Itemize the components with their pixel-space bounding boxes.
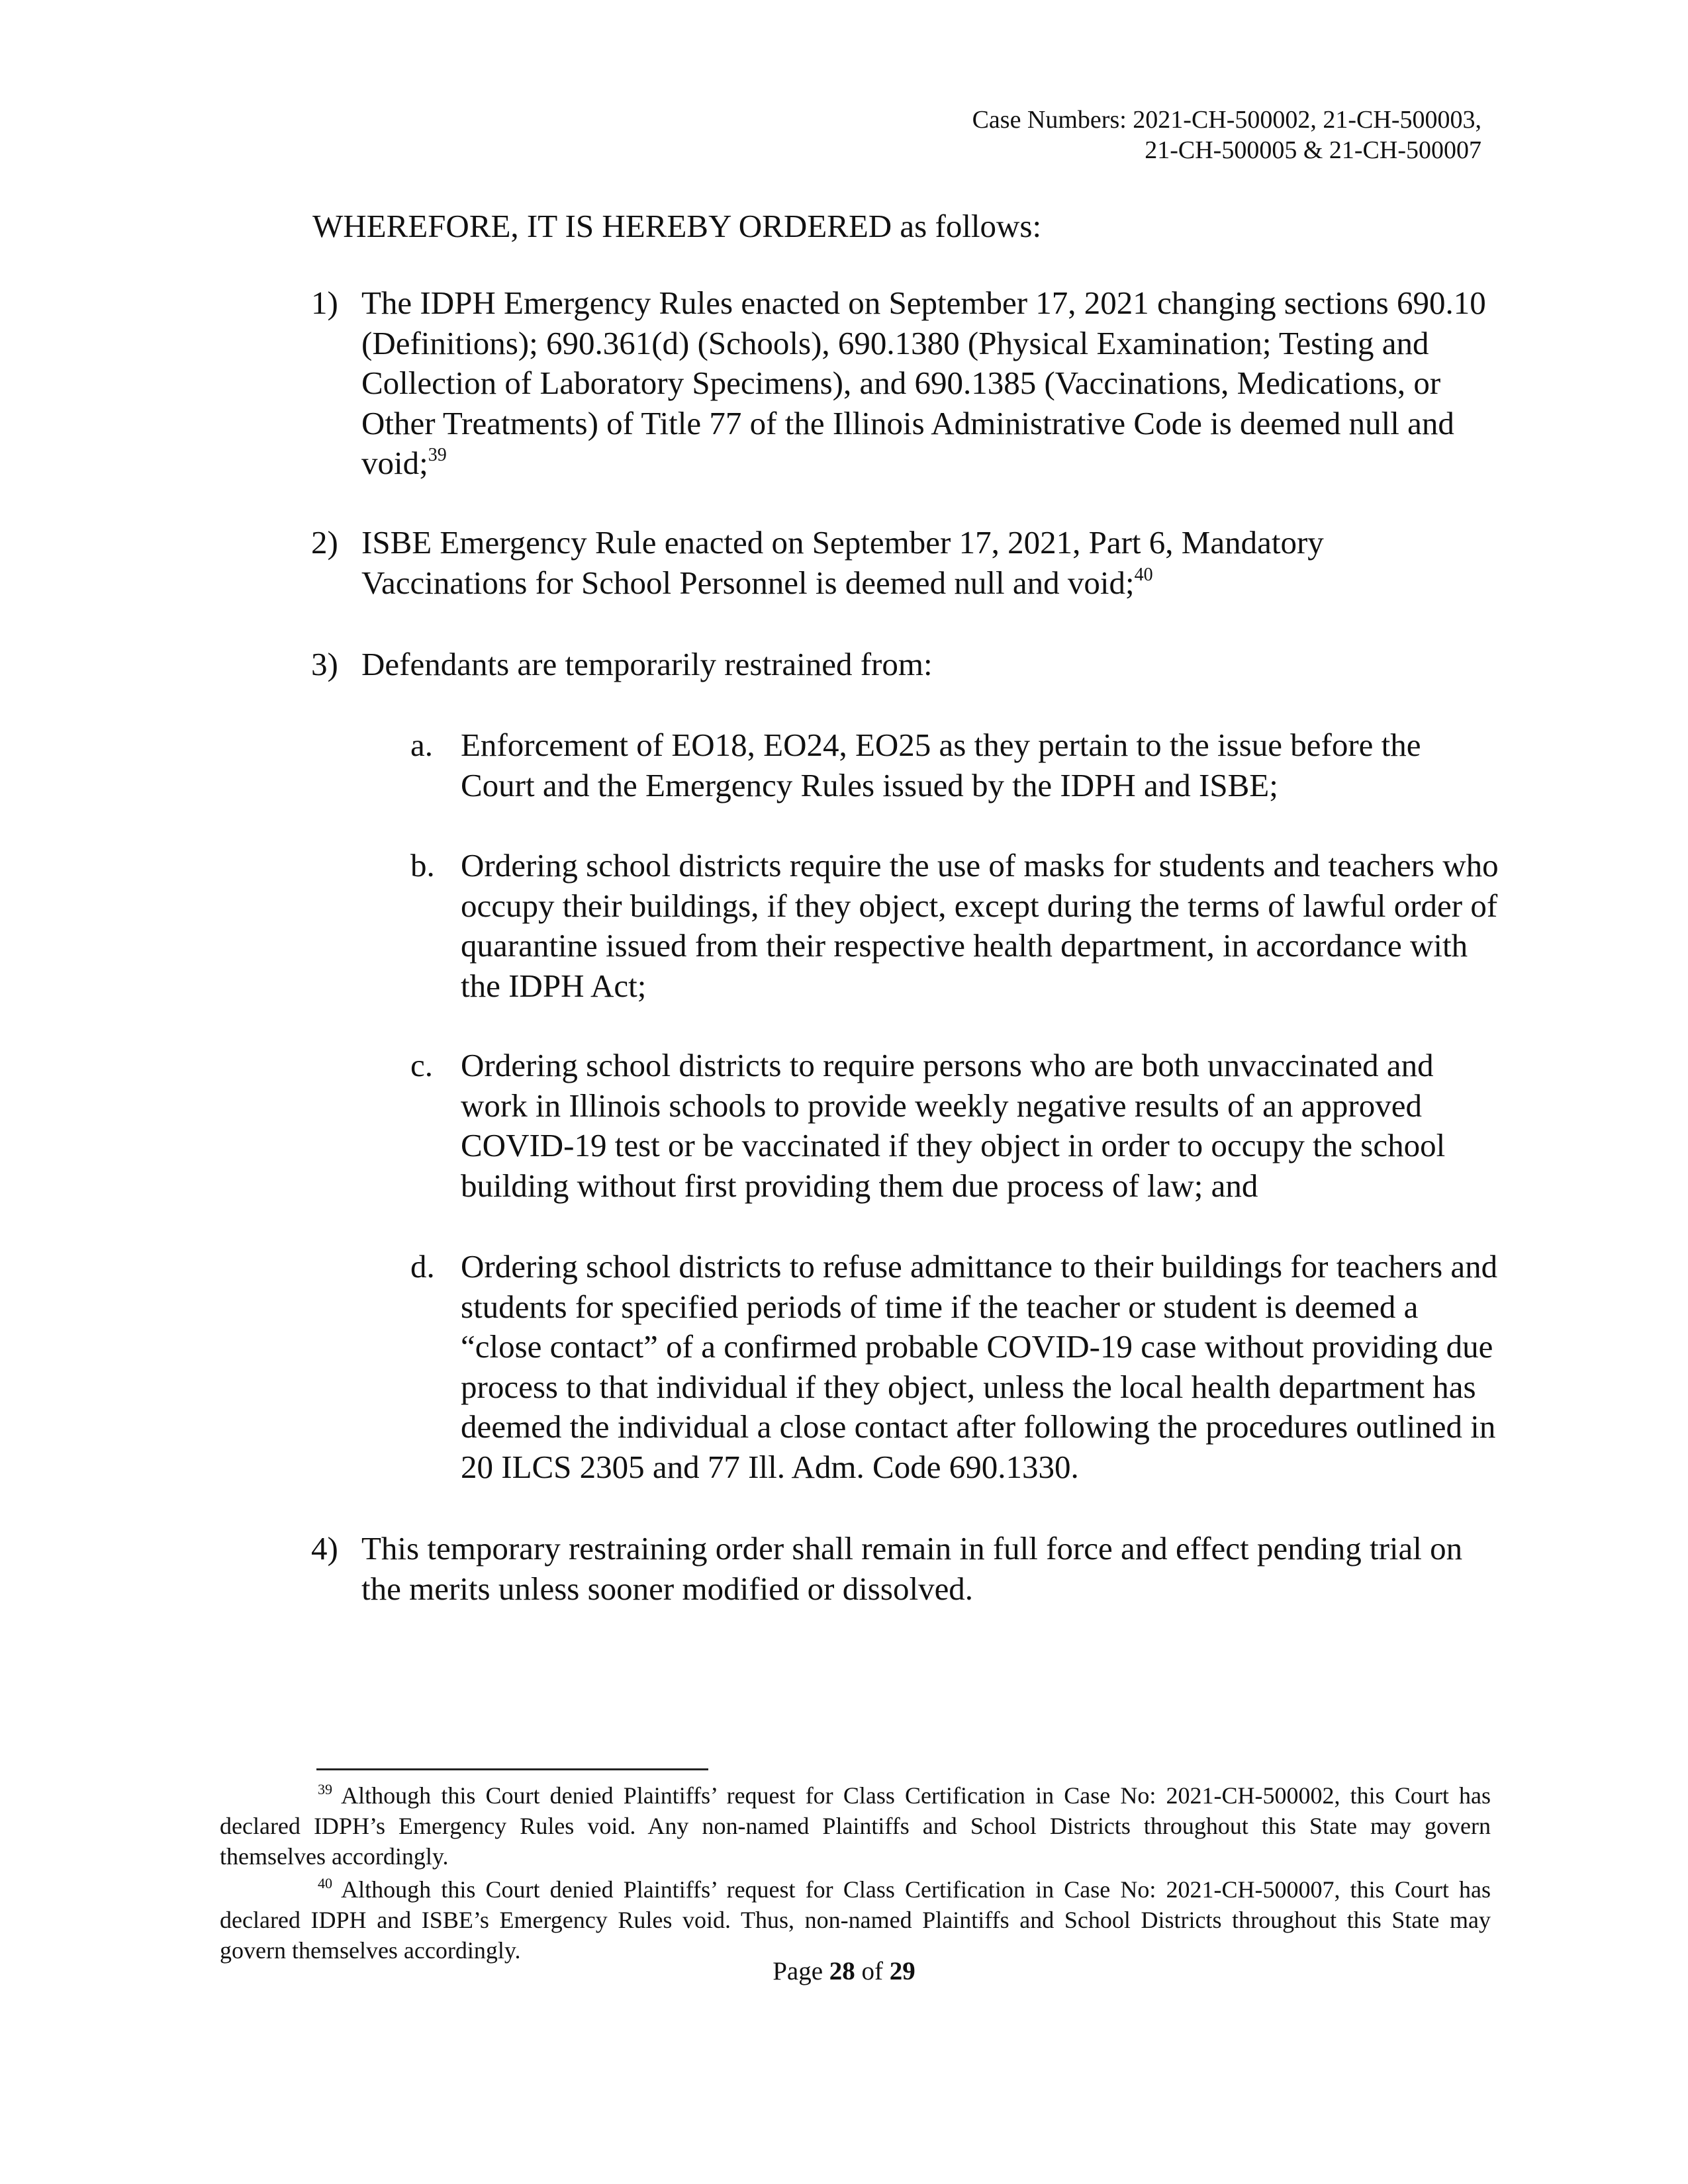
sub-item-letter: d.	[410, 1248, 435, 1285]
footnote-number: 39	[318, 1781, 332, 1797]
footnote-text: Although this Court denied Plaintiffs’ request for Class Certification in Case No: 2021-CH-500007, this Court has declared IDPH and ISBE’s Emergency Rules void. Thus, non-named Plaintiffs and School Districts throughout this State may govern themselves accordingly.	[220, 1876, 1491, 1964]
footnote-40	[220, 1874, 1491, 1966]
footnote-number: 40	[318, 1875, 332, 1891]
order-item-2	[311, 523, 1496, 603]
sub-item-letter: b.	[410, 847, 435, 884]
sub-item-c	[410, 1046, 1499, 1206]
footnote-ref-39[interactable]: 39	[428, 445, 447, 465]
page-current: 28	[829, 1957, 855, 1985]
sub-item-text: Ordering school districts require the use of masks for students and teachers who occupy their buildings, if they object, except during the terms of lawful order of quarantine issued from their respective health department, in accordance with the IDPH Act;	[461, 847, 1499, 1004]
order-item-1	[311, 283, 1496, 484]
case-numbers-line-1: Case Numbers: 2021-CH-500002, 21-CH-500003,	[972, 106, 1481, 134]
order-intro: WHEREFORE, IT IS HEREBY ORDERED as follows:	[312, 208, 1042, 244]
order-item-number: 2)	[311, 524, 338, 561]
order-item-number: 1)	[311, 285, 338, 321]
footnote-39	[220, 1780, 1491, 1872]
order-item-3	[311, 645, 1496, 685]
order-item-number: 4)	[311, 1530, 338, 1567]
sub-item-d	[410, 1247, 1499, 1487]
footnote-divider	[316, 1768, 708, 1770]
page-total: 29	[889, 1957, 915, 1985]
order-item-text: The IDPH Emergency Rules enacted on September 17, 2021 changing sections 690.10 (Definitions); 690.361(d) (Schools), 690.1380 (Physical Examination; Testing and Collection of Laboratory Specimens), and 690.1385 (Vaccinations, Medications, or Other Treatments) of Title 77 of the Illinois Administrative Code is deemed null and void;$^{39}$	[361, 285, 1486, 481]
sub-item-text: Enforcement of EO18, EO24, EO25 as they pertain to the issue before the Court and the Emergency Rules issued by the IDPH and ISBE;	[461, 727, 1421, 803]
page-number-footer	[0, 1956, 1688, 1987]
of-word: of	[861, 1957, 884, 1985]
sub-item-letter: a.	[410, 727, 433, 763]
sub-item-a	[410, 725, 1499, 805]
order-item-4	[311, 1529, 1496, 1609]
order-item-text: ISBE Emergency Rule enacted on September 17, 2021, Part 6, Mandatory Vaccinations for School Personnel is deemed null and void;$^{40}$	[361, 524, 1324, 601]
footnote-text: Although this Court denied Plaintiffs’ request for Class Certification in Case No: 2021-CH-500002, this Court has declared IDPH’s Emergency Rules void. Any non-named Plaintiffs and School Districts throughout this State may govern themselves accordingly.	[220, 1782, 1491, 1870]
order-item-text: Defendants are temporarily restrained from:	[361, 646, 933, 682]
case-numbers-header	[972, 105, 1481, 165]
order-item-text: This temporary restraining order shall remain in full force and effect pending trial on the merits unless sooner modified or dissolved.	[361, 1530, 1463, 1607]
sub-item-b	[410, 846, 1499, 1006]
sub-item-text: Ordering school districts to refuse admittance to their buildings for teachers and students for specified periods of time if the teacher or student is deemed a “close contact” of a confirmed probable COVID-19 case without providing due process to that individual if they object, unless the local health department has deemed the individual a close contact after following the procedures outlined in 20 ILCS 2305 and 77 Ill. Adm. Code 690.1330.	[461, 1248, 1498, 1485]
page-word: Page	[773, 1957, 823, 1985]
sub-item-text: Ordering school districts to require persons who are both unvaccinated and work in Illinois schools to provide weekly negative results of an approved COVID-19 test or be vaccinated if they object in order to occupy the school building without first providing them due process of law; and	[461, 1047, 1446, 1204]
sub-item-letter: c.	[410, 1047, 433, 1083]
footnote-ref-40[interactable]: 40	[1134, 564, 1153, 585]
order-item-number: 3)	[311, 646, 338, 682]
case-numbers-line-2: 21-CH-500005 & 21-CH-500007	[1145, 136, 1481, 164]
